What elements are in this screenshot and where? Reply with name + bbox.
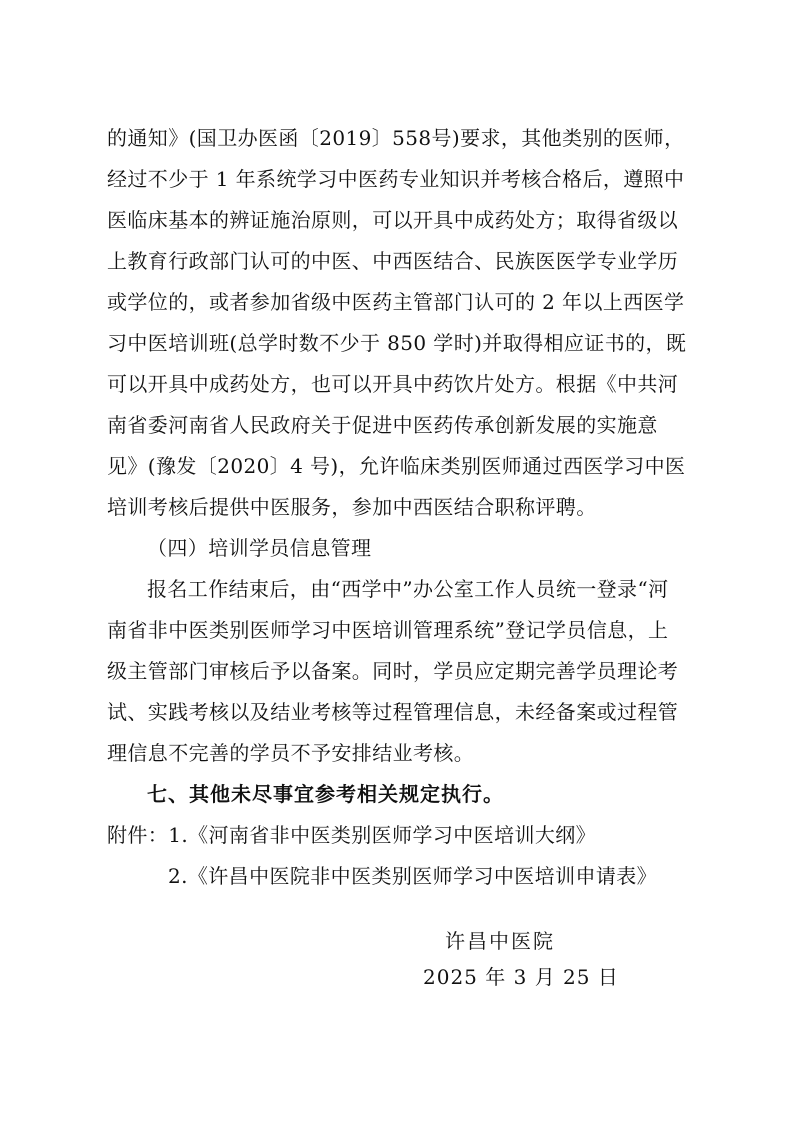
paragraph-1-line-3: 医临床基本的辨证施治原则，可以开具中成药处方；取得省级以 bbox=[107, 208, 679, 232]
attachment-line-2: 2.《许昌中医院非中医类别医师学习中医培训申请表》 bbox=[168, 864, 658, 888]
signature-organization: 许昌中医院 bbox=[445, 929, 555, 953]
section-heading: （四）培训学员信息管理 bbox=[147, 536, 372, 560]
paragraph-2-line-1: 报名工作结束后，由“西学中”办公室工作人员统一登录“河 bbox=[147, 577, 669, 601]
paragraph-1-line-2: 经过不少于 1 年系统学习中医药专业知识并考核合格后，遵照中 bbox=[107, 167, 685, 191]
paragraph-1-line-9: 见》(豫发〔2020〕4 号)，允许临床类别医师通过西医学习中医 bbox=[107, 454, 686, 478]
signature-date: 2025 年 3 月 25 日 bbox=[423, 965, 619, 989]
paragraph-1-line-1: 的通知》(国卫办医函〔2019〕558号)要求，其他类别的医师， bbox=[107, 126, 685, 150]
paragraph-1-line-5: 或学位的，或者参加省级中医药主管部门认可的 2 年以上西医学 bbox=[107, 290, 685, 314]
paragraph-1-line-6: 习中医培训班(总学时数不少于 850 学时)并取得相应证书的，既 bbox=[107, 331, 687, 355]
paragraph-2-line-2: 南省非中医类别医师学习中医培训管理系统”登记学员信息，上 bbox=[107, 618, 669, 642]
paragraph-2-line-5: 理信息不完善的学员不予安排结业考核。 bbox=[107, 741, 475, 765]
paragraph-1-line-4: 上教育行政部门认可的中医、中西医结合、民族医医学专业学历 bbox=[107, 249, 679, 273]
paragraph-2-line-4: 试、实践考核以及结业考核等过程管理信息，未经备案或过程管 bbox=[107, 700, 679, 724]
item-seven-heading: 七、其他未尽事宜参考相关规定执行。 bbox=[147, 782, 504, 806]
paragraph-1-line-8: 南省委河南省人民政府关于促进中医药传承创新发展的实施意 bbox=[107, 413, 658, 437]
attachment-line-1: 附件：1.《河南省非中医类别医师学习中医培训大纲》 bbox=[107, 823, 597, 847]
paragraph-1-line-10: 培训考核后提供中医服务，参加中西医结合职称评聘。 bbox=[107, 495, 597, 519]
paragraph-2-line-3: 级主管部门审核后予以备案。同时，学员应定期完善学员理论考 bbox=[107, 659, 679, 683]
paragraph-1-line-7: 可以开具中成药处方，也可以开具中药饮片处方。根据《中共河 bbox=[107, 372, 679, 396]
